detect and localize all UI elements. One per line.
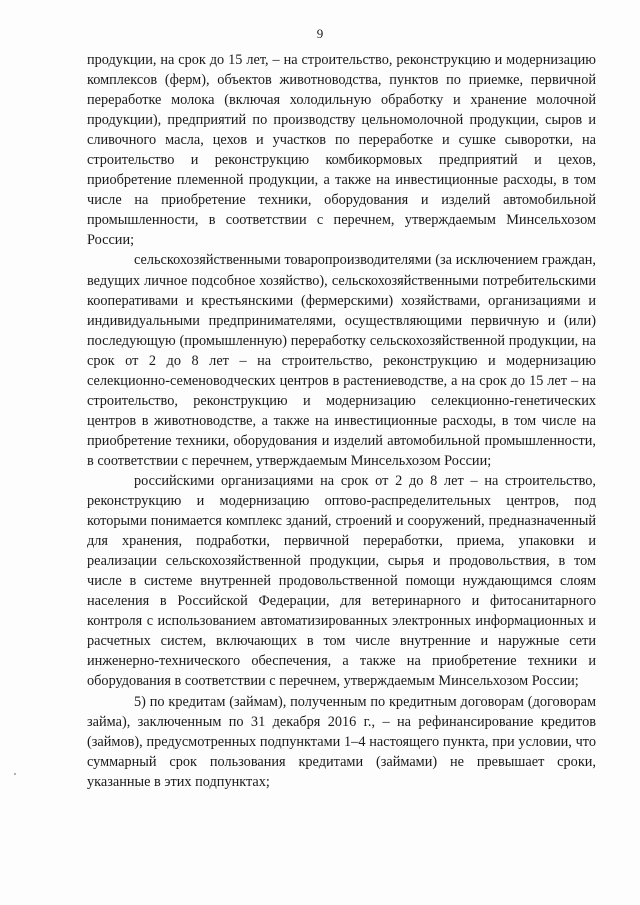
page-number: 9 (316, 26, 324, 41)
document-body (87, 50, 596, 792)
scan-speck (14, 773, 16, 775)
paragraph-item-5-refinancing: 5) по кредитам (займам), полученным по кредитным договорам (договорам займа), заключенным по 31 декабря 2016 г., – на рефинансирование кредитов (займов), предусмотренных подпунктами 1–4 настоящего пункта, при условии, что суммарный срок пользования кредитами (займами) не превышает сроки, указанные в этих подпунктах; (87, 693, 596, 790)
paragraph-russian-organizations: российскими организациями на срок от 2 до 8 лет – на строительство, реконструкцию и модернизацию оптово-распределительных центров, под которыми понимается комплекс зданий, строений и сооружений, предназначенный для хранения, подработки, первичной переработки, приема, упаковки и реализации сельскохозяйственной продукции, сырья и продовольствия, в том числе в системе внутренней продовольственной помощи нуждающимся слоям населения в Российской Федерации, для ветеринарного и фитосанитарного контроля с использованием автоматизированных электронных информационных и расчетных систем, включающих в том числе внутренние и наружные сети инженерно-технического обеспечения, а также на приобретение техники и оборудования в соответствии с перечнем, утверждаемым Минсельхозом России; (87, 472, 596, 690)
paragraph-continuation: продукции, на срок до 15 лет, – на строительство, реконструкцию и модернизацию комплексов (ферм), объектов животноводства, пунктов по приемке, первичной переработке молока (включая холодильную обработку и хранение молочной продукции), предприятий по производству цельномолочной продукции, сыров и сливочного масла, цехов и участков по переработке и сушке сыворотки, на строительство и реконструкцию комбикормовых предприятий и цехов, приобретение племенной продукции, а также на инвестиционные расходы, в том числе на приобретение техники, оборудования и изделий автомобильной промышленности, в соответствии с перечнем, утверждаемым Минсельхозом России; (87, 52, 596, 249)
paragraph-agricultural-producers: сельскохозяйственными товаропроизводителями (за исключением граждан, ведущих личное подсобное хозяйство), сельскохозяйственными потребительскими кооперативами и крестьянскими (фермерскими) хозяйствами, организациями и индивидуальными предпринимателями, осуществляющими первичную и (или) последующую (промышленную) переработку сельскохозяйственной продукции, на срок от 2 до 8 лет – на строительство, реконструкцию и модернизацию селекционно-семеноводческих центров в растениеводстве, а на срок до 15 лет – на строительство, реконструкцию и модернизацию селекционно-генетических центров в животноводстве, а также на инвестиционные расходы, в том числе на приобретение техники, оборудования и изделий автомобильной промышленности, в соответствии с перечнем, утверждаемым Минсельхозом России; (87, 252, 596, 469)
